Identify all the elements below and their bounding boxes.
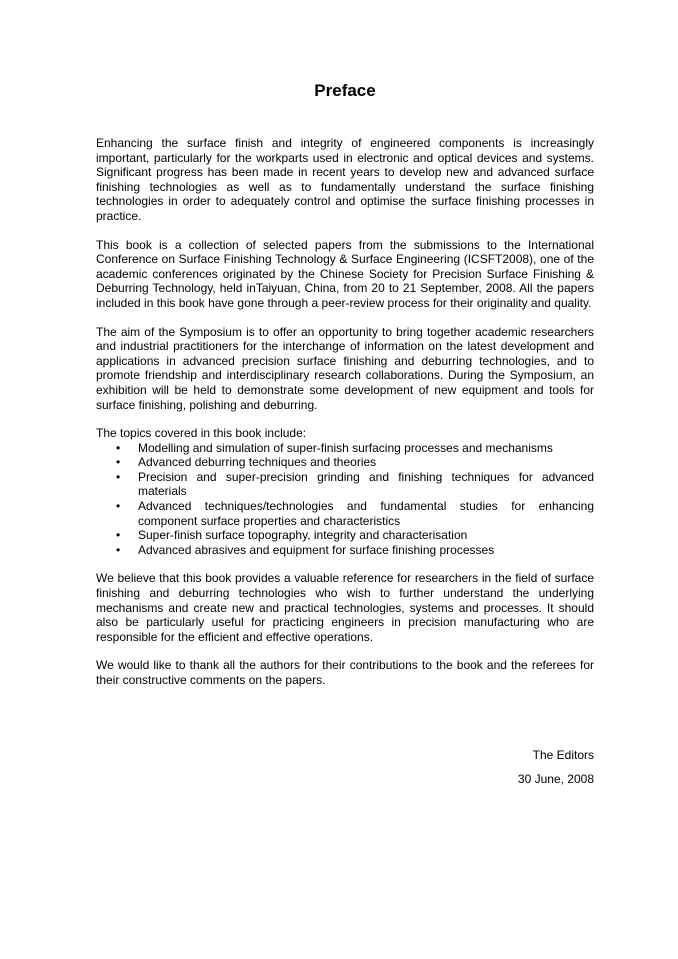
topic-item <box>96 499 594 528</box>
topic-item <box>96 455 594 470</box>
topic-item <box>96 543 594 558</box>
page-title: Preface <box>314 81 376 100</box>
paragraph-intro: Enhancing the surface finish and integrity of engineered components is increasingly important, particularly for the workparts used in electronic and optical devices and systems. Significant progress has been made in recent years to develop new and advanced surface finishing technologies as well as to fundamentally understand the surface finishing technologies in order to adequately control and optimise the surface finishing processes in practice. <box>96 136 594 223</box>
topic-item <box>96 441 594 456</box>
topic-text: Super-finish surface topography, integrity and characterisation <box>138 528 468 543</box>
topic-text: Modelling and simulation of super-finish surfacing processes and mechanisms <box>138 440 553 455</box>
signature-date: 30 June, 2008 <box>517 772 594 787</box>
topics-list <box>96 441 594 558</box>
bullet-icon: • <box>116 455 121 470</box>
paragraph-collection: This book is a collection of selected papers from the submissions to the International Conference on Surface Finishing Technology & Surface Engineering (ICSFT2008), one of the academic conferences originated by the Chinese Society for Precision Surface Finishing & Deburring Technology, held inTaiyuan, China, from 20 to 21 September, 2008. All the papers included in this book have gone through a peer-review process for their originality and quality. <box>96 237 594 310</box>
topic-text: Precision and super-precision grinding and finishing techniques for advanced materials <box>138 469 594 499</box>
bullet-icon: • <box>116 469 121 484</box>
paragraph-reference: We believe that this book provides a valuable reference for researchers in the field of surface finishing and deburring technologies who wish to further understand the underlying mechanisms and create new and practical technologies, systems and processes. It should also be particularly useful for practicing engineers in precision manufacturing who are responsible for the efficient and effective operations. <box>96 571 594 644</box>
paragraph-aim: The aim of the Symposium is to offer an opportunity to bring together academic researchers and industrial practitioners for the interchange of information on the latest development and applications in advanced precision surface finishing and deburring technologies, and to promote friendship and interdisciplinary research collaborations. During the Symposium, an exhibition will be held to demonstrate some development of new equipment and tools for surface finishing, polishing and deburring. <box>96 324 594 412</box>
bullet-icon: • <box>116 528 121 543</box>
bullet-icon: • <box>116 499 121 514</box>
topic-text: Advanced abrasives and equipment for surface finishing processes <box>138 542 495 557</box>
topic-item <box>96 470 594 499</box>
document-page <box>96 80 594 787</box>
paragraph-thanks: We would like to thank all the authors for their contributions to the book and the referees for their constructive comments on the papers. <box>96 658 594 687</box>
topic-text: Advanced deburring techniques and theories <box>138 455 377 470</box>
signature: The Editors <box>532 747 594 762</box>
bullet-icon: • <box>116 440 121 455</box>
topics-intro: The topics covered in this book include: <box>96 426 307 441</box>
topic-item <box>96 528 594 543</box>
bullet-icon: • <box>116 542 121 557</box>
topic-text: Advanced techniques/technologies and fundamental studies for enhancing component surface properties and characteristics <box>138 499 594 528</box>
